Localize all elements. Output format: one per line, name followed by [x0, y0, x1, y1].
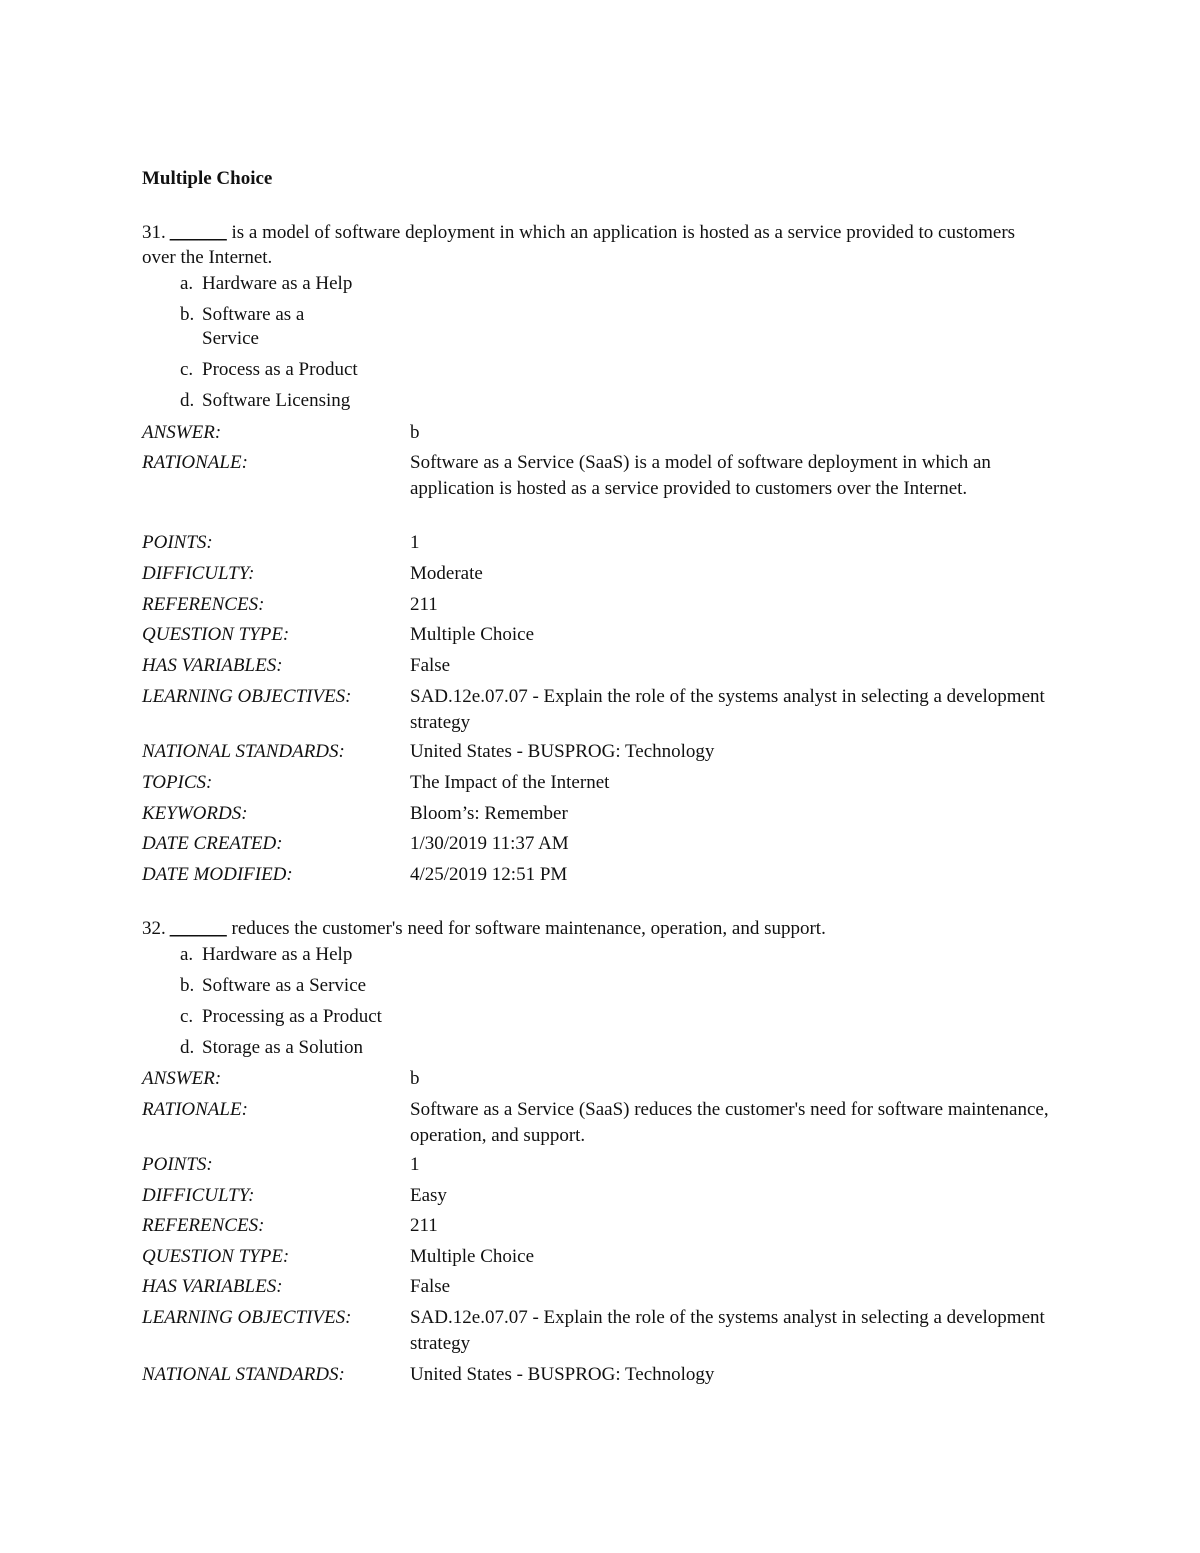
option-text: Storage as a Solution: [202, 1037, 363, 1058]
national-standards-value: United States - BUSPROG: Technology: [410, 741, 715, 762]
rationale-value: Software as a Service (SaaS) reduces the customer's need for software maintenance, operation, and support.: [410, 1099, 1049, 1146]
references-label: REFERENCES:: [142, 1215, 265, 1236]
answer-value: b: [410, 422, 420, 443]
option-a: [180, 272, 352, 296]
rationale-label: RATIONALE:: [142, 452, 248, 473]
option-text: Software as a Service: [202, 304, 305, 349]
option-letter: d.: [180, 1037, 195, 1058]
option-c: [180, 1005, 382, 1029]
keywords-value: Bloom’s: Remember: [410, 803, 568, 824]
option-b: [180, 974, 366, 998]
question-type-label: QUESTION TYPE:: [142, 1246, 290, 1267]
section-title: Multiple Choice: [142, 168, 273, 189]
national-standards-label: NATIONAL STANDARDS:: [142, 741, 345, 762]
national-standards-label: NATIONAL STANDARDS:: [142, 1364, 345, 1385]
points-label: POINTS:: [142, 1154, 213, 1175]
question-31-stem: [142, 220, 1042, 270]
option-a: [180, 943, 352, 967]
topics-label: TOPICS:: [142, 772, 213, 793]
learning-objectives-value: SAD.12e.07.07 - Explain the role of the systems analyst in selecting a development strategy: [410, 1307, 1045, 1354]
option-text: Hardware as a Help: [202, 273, 353, 294]
references-label: REFERENCES:: [142, 594, 265, 615]
references-value: 211: [410, 594, 438, 615]
option-letter: c.: [180, 1006, 194, 1027]
option-letter: b.: [180, 304, 195, 325]
has-variables-label: HAS VARIABLES:: [142, 655, 283, 676]
date-modified-label: DATE MODIFIED:: [142, 864, 293, 885]
question-text: is a model of software deployment in which an application is hosted as a service provided to customers over the Internet.: [142, 222, 1016, 268]
points-value: 1: [410, 1154, 420, 1175]
date-modified-value: 4/25/2019 12:51 PM: [410, 864, 568, 885]
option-letter: c.: [180, 359, 194, 380]
difficulty-value: Moderate: [410, 563, 483, 584]
question-type-label: QUESTION TYPE:: [142, 624, 290, 645]
keywords-label: KEYWORDS:: [142, 803, 248, 824]
answer-value: b: [410, 1068, 420, 1089]
option-text: Processing as a Product: [202, 1006, 382, 1027]
option-text: Software Licensing: [202, 390, 351, 411]
learning-objectives-label: LEARNING OBJECTIVES:: [142, 686, 352, 707]
question-type-value: Multiple Choice: [410, 1246, 535, 1267]
references-value: 211: [410, 1215, 438, 1236]
option-letter: d.: [180, 390, 195, 411]
answer-blank: ______: [169, 918, 227, 939]
option-b: [180, 303, 332, 351]
option-letter: a.: [180, 944, 194, 965]
option-text: Software as a Service: [202, 975, 367, 996]
question-number: 31.: [142, 222, 166, 243]
answer-blank: ______: [169, 222, 227, 243]
question-number: 32.: [142, 918, 166, 939]
has-variables-label: HAS VARIABLES:: [142, 1276, 283, 1297]
option-text: Hardware as a Help: [202, 944, 353, 965]
points-value: 1: [410, 532, 420, 553]
difficulty-label: DIFFICULTY:: [142, 563, 255, 584]
topics-value: The Impact of the Internet: [410, 772, 610, 793]
option-c: [180, 358, 358, 382]
rationale-value: Software as a Service (SaaS) is a model of software deployment in which an application is hosted as a service provided to customers over the Internet.: [410, 452, 991, 499]
option-d: [180, 389, 350, 413]
question-type-value: Multiple Choice: [410, 624, 535, 645]
option-letter: a.: [180, 273, 194, 294]
has-variables-value: False: [410, 655, 451, 676]
option-letter: b.: [180, 975, 195, 996]
learning-objectives-value: SAD.12e.07.07 - Explain the role of the systems analyst in selecting a development strategy: [410, 686, 1045, 733]
question-text: reduces the customer's need for software maintenance, operation, and support.: [226, 918, 826, 939]
option-d: [180, 1036, 363, 1060]
answer-label: ANSWER:: [142, 1068, 222, 1089]
has-variables-value: False: [410, 1276, 451, 1297]
answer-label: ANSWER:: [142, 422, 222, 443]
question-32-stem: [142, 916, 1042, 941]
national-standards-value: United States - BUSPROG: Technology: [410, 1364, 715, 1385]
rationale-label: RATIONALE:: [142, 1099, 248, 1120]
difficulty-label: DIFFICULTY:: [142, 1185, 255, 1206]
date-created-value: 1/30/2019 11:37 AM: [410, 833, 569, 854]
difficulty-value: Easy: [410, 1185, 447, 1206]
option-text: Process as a Product: [202, 359, 358, 380]
points-label: POINTS:: [142, 532, 213, 553]
learning-objectives-label: LEARNING OBJECTIVES:: [142, 1307, 352, 1328]
date-created-label: DATE CREATED:: [142, 833, 283, 854]
